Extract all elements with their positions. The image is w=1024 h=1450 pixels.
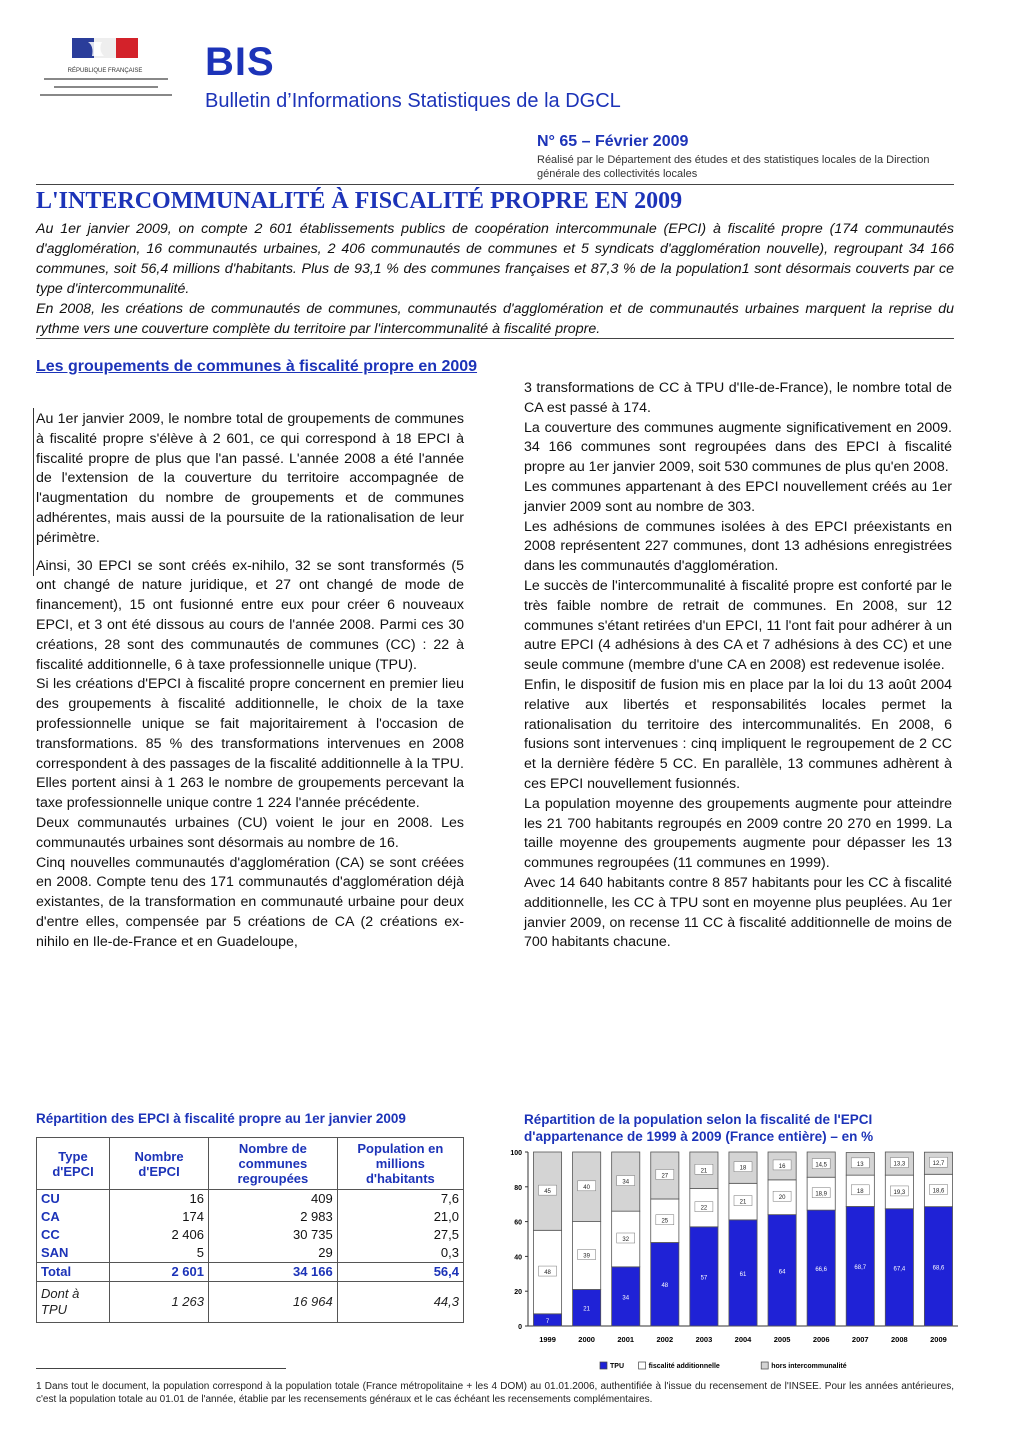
table-header: Nombre de communes regroupées <box>209 1138 338 1190</box>
data-label: 68,6 <box>932 1265 945 1272</box>
bulletin-subtitle: Bulletin d’Informations Statistiques de la DGCL <box>205 90 621 112</box>
left-column <box>36 410 464 953</box>
table-cell: 27,5 <box>337 1226 463 1244</box>
table-cell: 34 166 <box>209 1263 338 1282</box>
body-paragraph: Cinq nouvelles communautés d'agglomération (CA) se sont créées en 2008. Compte tenu des 171 communautés d'agglomération déjà existantes, de la transformation en communauté urbaine pour deux d'entre elles, compensée par 5 créations de CA (2 créations ex-nihilo en Ile-de-France et en Guadeloupe, <box>36 854 464 950</box>
data-label: 12,7 <box>932 1161 945 1168</box>
table-header-row <box>37 1138 464 1190</box>
table-cell: 44,3 <box>337 1282 463 1323</box>
body-paragraph: Au 1er janvier 2009, le nombre total de groupements de communes à fiscalité propre s'élève à 2 601, ce qui correspond à 18 EPCI à fiscalité propre de plus que l'an passé. L'année 2008 a été l'année de l'extension de la couverture du territoire accompagnée de l'augmentation du nombre de groupements et de communes adhérentes, mais aussi de la poursuite de la rationalisation de leur périmètre. <box>36 411 464 546</box>
main-title: L'INTERCOMMUNALITÉ À FISCALITÉ PROPRE EN 2009 <box>36 188 683 214</box>
data-label: 18 <box>856 1188 864 1195</box>
footnote: 1 Dans tout le document, la population correspond à la population totale (France métropolitaine + les 4 DOM) au 01.01.2006, authentifiée à l'issue du recensement de l'INSEE. Pour les années antérieures, c'est la population totale au 01.01 de l'année, établie par les recensements généraux et le cas échéant les recensements complémentaires. <box>36 1381 954 1405</box>
table-cell: 29 <box>209 1244 338 1263</box>
table-title: Répartition des EPCI à fiscalité propre au 1er janvier 2009 <box>36 1111 406 1126</box>
title-top-rule <box>36 184 954 185</box>
table-header: Type d'EPCI <box>37 1138 110 1190</box>
table-cell: 2 406 <box>110 1226 209 1244</box>
data-label: 14,5 <box>815 1162 828 1169</box>
legend-label: hors intercommunalité <box>771 1363 847 1370</box>
data-label: 21 <box>700 1168 708 1175</box>
table-row <box>37 1244 464 1263</box>
data-label: 34 <box>622 1295 630 1302</box>
x-tick-label: 2004 <box>734 1335 752 1344</box>
body-paragraph: Ainsi, 30 EPCI se sont créés ex-nihilo, 32 se sont transformés (5 ont changé de nature juridique, et 27 ont changé de mode de financement), 15 ont fusionné entre eux pour créer 6 nouveaux EPCI, et 3 ont été dissous au cours de l'année 2008. Parmi ces 30 créations, 28 sont des communautés de communes (CC) : 22 à fiscalité additionnelle, 6 à taxe professionnelle unique (TPU). <box>36 557 464 673</box>
data-label: 18 <box>739 1165 747 1172</box>
table-cell: 56,4 <box>337 1263 463 1282</box>
epci-table <box>36 1137 464 1323</box>
y-tick-label: 80 <box>514 1184 522 1192</box>
table-cell: CA <box>37 1208 110 1226</box>
republique-francaise-logo <box>36 36 176 108</box>
table-total-row <box>37 1263 464 1282</box>
y-tick-label: 0 <box>518 1324 522 1331</box>
table-cell: Total <box>37 1263 110 1282</box>
body-paragraph: Enfin, le dispositif de fusion mis en place par la loi du 13 août 2004 relative aux libertés et responsabilités locales permet la rationalisation du territoire des intercommunalités. En 2008, 6 fusions sont intervenues : cinq impliquent le regroupement de 2 CC et la dernière fédère 5 CC. En parallèle, 13 communes adhèrent à ces EPCI nouvellement fusionnés. <box>524 676 952 792</box>
y-tick-label: 20 <box>514 1289 522 1297</box>
x-tick-label: 2000 <box>578 1335 595 1344</box>
logo-text: RÉPUBLIQUE FRANÇAISE <box>67 68 143 74</box>
x-tick-label: 2006 <box>812 1335 830 1344</box>
x-tick-label: 2002 <box>656 1335 674 1344</box>
data-label: 21 <box>583 1306 590 1313</box>
data-label: 40 <box>583 1184 590 1191</box>
chart-title: Répartition de la population selon la fiscalité de l'EPCI d'appartenance de 1999 à 2009 (France entière) – en % <box>524 1112 874 1144</box>
data-label: 16 <box>778 1163 786 1170</box>
data-label: 18,9 <box>815 1191 828 1198</box>
abstract-bottom-rule <box>36 338 954 339</box>
body-paragraph: Avec 14 640 habitants contre 8 857 habitants pour les CC à fiscalité additionnelle, les CC à TPU sont en moyenne plus peuplées. Au 1er janvier 2009, on recense 11 CC à fiscalité additionnelle de moins de 700 habitants chacune. <box>524 874 952 951</box>
table-cell: 1 263 <box>110 1282 209 1323</box>
legend-label: fiscalité additionnelle <box>648 1363 720 1370</box>
table-row <box>37 1226 464 1244</box>
body-paragraph: La couverture des communes augmente significativement en 2009. 34 166 communes sont regroupées dans des EPCI à fiscalité propre au 1er janvier 2009, soit 530 communes de plus qu'en 2008. <box>524 419 952 476</box>
table-cell: CU <box>37 1190 110 1209</box>
x-tick-label: 1999 <box>539 1335 556 1344</box>
data-label: 7 <box>545 1318 550 1325</box>
table-cell: 174 <box>110 1208 209 1226</box>
table-cell: 21,0 <box>337 1208 463 1226</box>
data-label: 39 <box>583 1253 590 1260</box>
data-label: 48 <box>661 1283 669 1290</box>
y-tick-label: 60 <box>514 1219 522 1227</box>
data-label: 61 <box>739 1271 747 1278</box>
intro-margin-bar <box>33 408 34 576</box>
body-paragraph: Si les créations d'EPCI à fiscalité propre concernent en premier lieu des groupements à fiscalité additionnelle, le choix de la taxe professionnelle unique se fait majoritairement à l'occasion de transformations. 85 % des transformations intervenues en 2008 correspondent à des passages de la fiscalité additionnelle à la TPU. Elles portent ainsi à 1 263 le nombre de groupements percevant la taxe professionnelle unique contre 1 224 l'année précédente. <box>36 676 464 812</box>
table-cell: CC <box>37 1226 110 1244</box>
table-cell: 16 <box>110 1190 209 1209</box>
table-tpu-row <box>37 1282 464 1323</box>
data-label: 45 <box>544 1189 551 1196</box>
data-label: 21 <box>739 1199 747 1206</box>
issue-number: N° 65 – Février 2009 <box>537 133 689 150</box>
abstract <box>36 219 954 339</box>
x-tick-label: 2007 <box>851 1335 869 1344</box>
abstract-paragraph: En 2008, les créations de communautés de communes, communautés d'agglomération et de communautés urbaines marquent la reprise du rythme vers une couverture complète du territoire par l'intercommunalité à fiscalité propre. <box>36 301 954 337</box>
footnote-rule <box>36 1368 286 1369</box>
body-paragraph: Deux communautés urbaines (CU) voient le jour en 2008. Les communautés urbaines sont désormais au nombre de 16. <box>36 814 464 851</box>
x-tick-label: 2009 <box>930 1335 947 1344</box>
legend-swatch <box>600 1362 607 1369</box>
body-paragraph: 3 transformations de CC à TPU d'Ile-de-France), le nombre total de CA est passé à 174. <box>524 380 952 416</box>
table-cell: SAN <box>37 1244 110 1263</box>
table-header: Nombre d'EPCI <box>110 1138 209 1190</box>
body-paragraph: Le succès de l'intercommunalité à fiscalité propre est conforté par le très faible nombre de retrait de communes. En 2008, sur 12 communes s'étant retirées d'un EPCI, 11 l'ont fait pour adhérer à un autre EPCI (4 adhésions à des CA et 7 adhésions à des CC) et une seule commune (membre d'une CA en 2008) est redevenue isolée. <box>524 577 952 674</box>
y-tick-label: 100 <box>510 1150 522 1157</box>
legend-swatch <box>761 1362 768 1369</box>
y-tick-label: 40 <box>514 1254 522 1262</box>
section-heading: Les groupements de communes à fiscalité propre en 2009 <box>36 358 478 375</box>
population-stacked-bar-chart <box>500 1144 970 1382</box>
table-cell: 16 964 <box>209 1282 338 1323</box>
data-label: 22 <box>700 1205 708 1212</box>
data-label: 34 <box>622 1179 630 1186</box>
data-label: 67,4 <box>893 1266 906 1273</box>
x-tick-label: 2008 <box>891 1335 908 1344</box>
table-cell: 409 <box>209 1190 338 1209</box>
data-label: 32 <box>622 1237 630 1243</box>
table-cell: 7,6 <box>337 1190 463 1209</box>
data-label: 25 <box>661 1218 669 1225</box>
table-row <box>37 1208 464 1226</box>
data-label: 68,7 <box>854 1265 867 1272</box>
data-label: 13,3 <box>893 1161 906 1168</box>
issue-note: Réalisé par le Département des études et des statistiques locales de la Direction générale des collectivités locales <box>537 154 930 180</box>
body-paragraph: Les communes appartenant à des EPCI nouvellement créés au 1er janvier 2009 sont au nombre de 303. <box>524 478 952 515</box>
bis-title: BIS <box>205 40 275 84</box>
data-label: 27 <box>661 1173 669 1180</box>
x-tick-label: 2001 <box>617 1335 635 1344</box>
data-label: 57 <box>700 1275 708 1282</box>
data-label: 18,6 <box>932 1188 945 1195</box>
table-cell: 2 983 <box>209 1208 338 1226</box>
table-cell: Dont à TPU <box>37 1282 110 1323</box>
data-label: 64 <box>778 1269 786 1276</box>
data-label: 19,3 <box>893 1189 906 1196</box>
table-cell: 2 601 <box>110 1263 209 1282</box>
right-column <box>524 379 952 953</box>
body-paragraph: La population moyenne des groupements augmente pour atteindre les 21 700 habitants regroupés en 2009 contre 20 270 en 1999. La taille moyenne des groupements augmente pour dépasser les 13 communes regroupées (11 communes en 1999). <box>524 795 952 872</box>
body-paragraph: Les adhésions de communes isolées à des EPCI préexistants en 2008 représentent 227 communes, dont 13 adhésions enregistrées dans les communautés d'agglomération. <box>524 518 952 575</box>
abstract-paragraph: Au 1er janvier 2009, on compte 2 601 établissements publics de coopération intercommunale (EPCI) à fiscalité propre (174 communautés d'agglomération, 16 communautés urbaines, 2 406 communautés de communes et 5 syndicats d'agglomération nouvelle), regroupant 34 166 communes, soit 56,4 millions d'habitants. Plus de 93,1 % des communes françaises et 87,3 % de la population1 sont désormais couverts par ce type d'intercommunalité. <box>36 221 954 297</box>
data-label: 48 <box>544 1270 551 1277</box>
table-header: Population en millions d'habitants <box>337 1138 463 1190</box>
data-label: 13 <box>856 1161 864 1168</box>
table-cell: 0,3 <box>337 1244 463 1263</box>
legend-label: TPU <box>610 1363 624 1370</box>
x-tick-label: 2005 <box>773 1335 791 1344</box>
data-label: 66,6 <box>815 1267 828 1274</box>
x-tick-label: 2003 <box>695 1335 713 1344</box>
table-cell: 30 735 <box>209 1226 338 1244</box>
table-cell: 5 <box>110 1244 209 1263</box>
data-label: 20 <box>778 1195 786 1202</box>
table-row <box>37 1190 464 1209</box>
legend-swatch <box>639 1362 646 1369</box>
